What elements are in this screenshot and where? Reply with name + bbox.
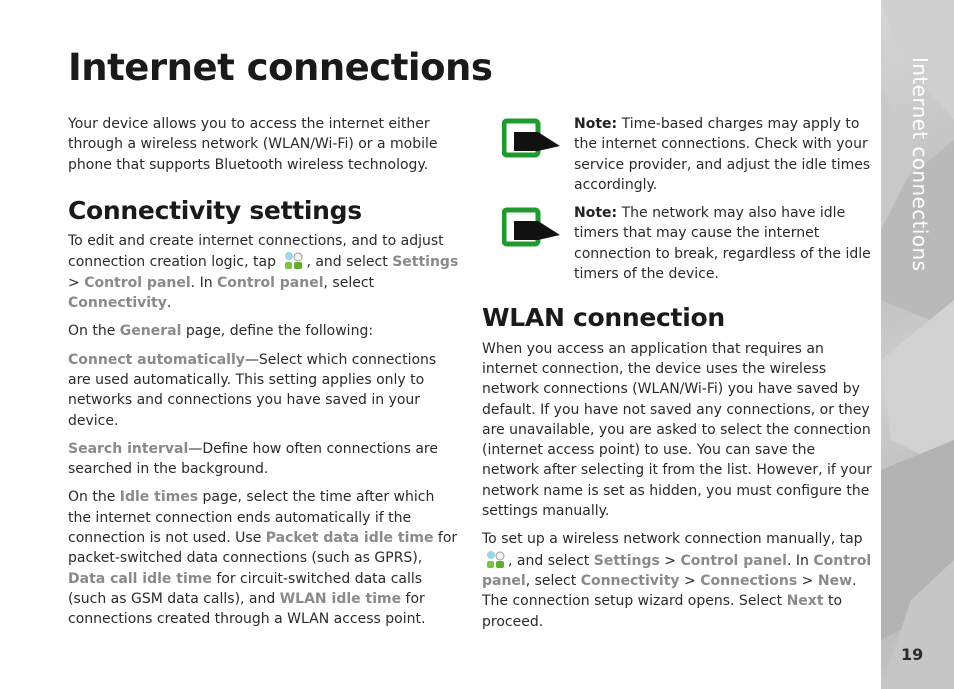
intro-paragraph: Your device allows you to access the internet either through a wireless network (WLAN/Wi-Fi) or a mobile phone that supports Bluetooth wireless technology. [68,116,438,173]
note-icon [502,118,562,158]
left-column [68,114,460,638]
right-column [482,114,874,640]
wlan-setup-paragraph: To set up a wireless network connection manually, tap , and select Settings > Control panel. In Control panel, select Connectivity > Connections > New. The connection setup wizard opens. Select Next to proceed. [482,531,872,630]
search-interval-paragraph: Search interval—Define how often connections are searched in the background. [68,440,438,478]
idle-times-paragraph: On the Idle times page, select the time after which the internet connection ends automatically if the connection is not used. Use Packet data idle time for packet-switched data connections (such as GPRS), Data call idle time for circuit-switched data calls (such as GSM data calls), and WLAN idle time for connections created through a WLAN access point. [68,489,458,628]
chapter-sidebar [881,0,954,689]
settings-app-icon [484,550,506,570]
page-title: Internet connections [68,46,493,89]
connectivity-heading: Connectivity settings [68,195,362,225]
note-icon [502,207,562,247]
note-idle-timers: Note: The network may also have idle timers that may cause the internet connection to break, regardless of the idle timers of the device. [482,203,874,284]
connectivity-paragraph: To edit and create internet connections, and to adjust connection creation logic, tap , and select Settings > Control panel. In Control panel, select Connectivity. [68,233,459,312]
wlan-paragraph: When you access an application that requires an internet connection, the device uses the wireless network connections (WLAN/Wi-Fi) you have saved by default. If you have not saved any connections, or they are unavailable, you are asked to select the connection (internet access point) to use. You can save the network after selecting it from the list. However, if your network name is set as hidden, you must configure the settings manually. [482,340,872,520]
settings-app-icon [282,251,304,271]
connect-automatically-paragraph: Connect automatically—Select which connections are used automatically. This setting applies only to networks and connections you have saved in your device. [68,351,437,429]
wlan-heading: WLAN connection [482,303,725,333]
sidebar-chapter-title: Internet connections [908,57,932,272]
note-time-charges: Note: Time-based charges may apply to the internet connections. Check with your service provider, and adjust the idle times accordingly. [482,114,874,195]
general-page-paragraph: On the General page, define the following: [68,323,374,340]
page-number: 19 [901,645,924,664]
